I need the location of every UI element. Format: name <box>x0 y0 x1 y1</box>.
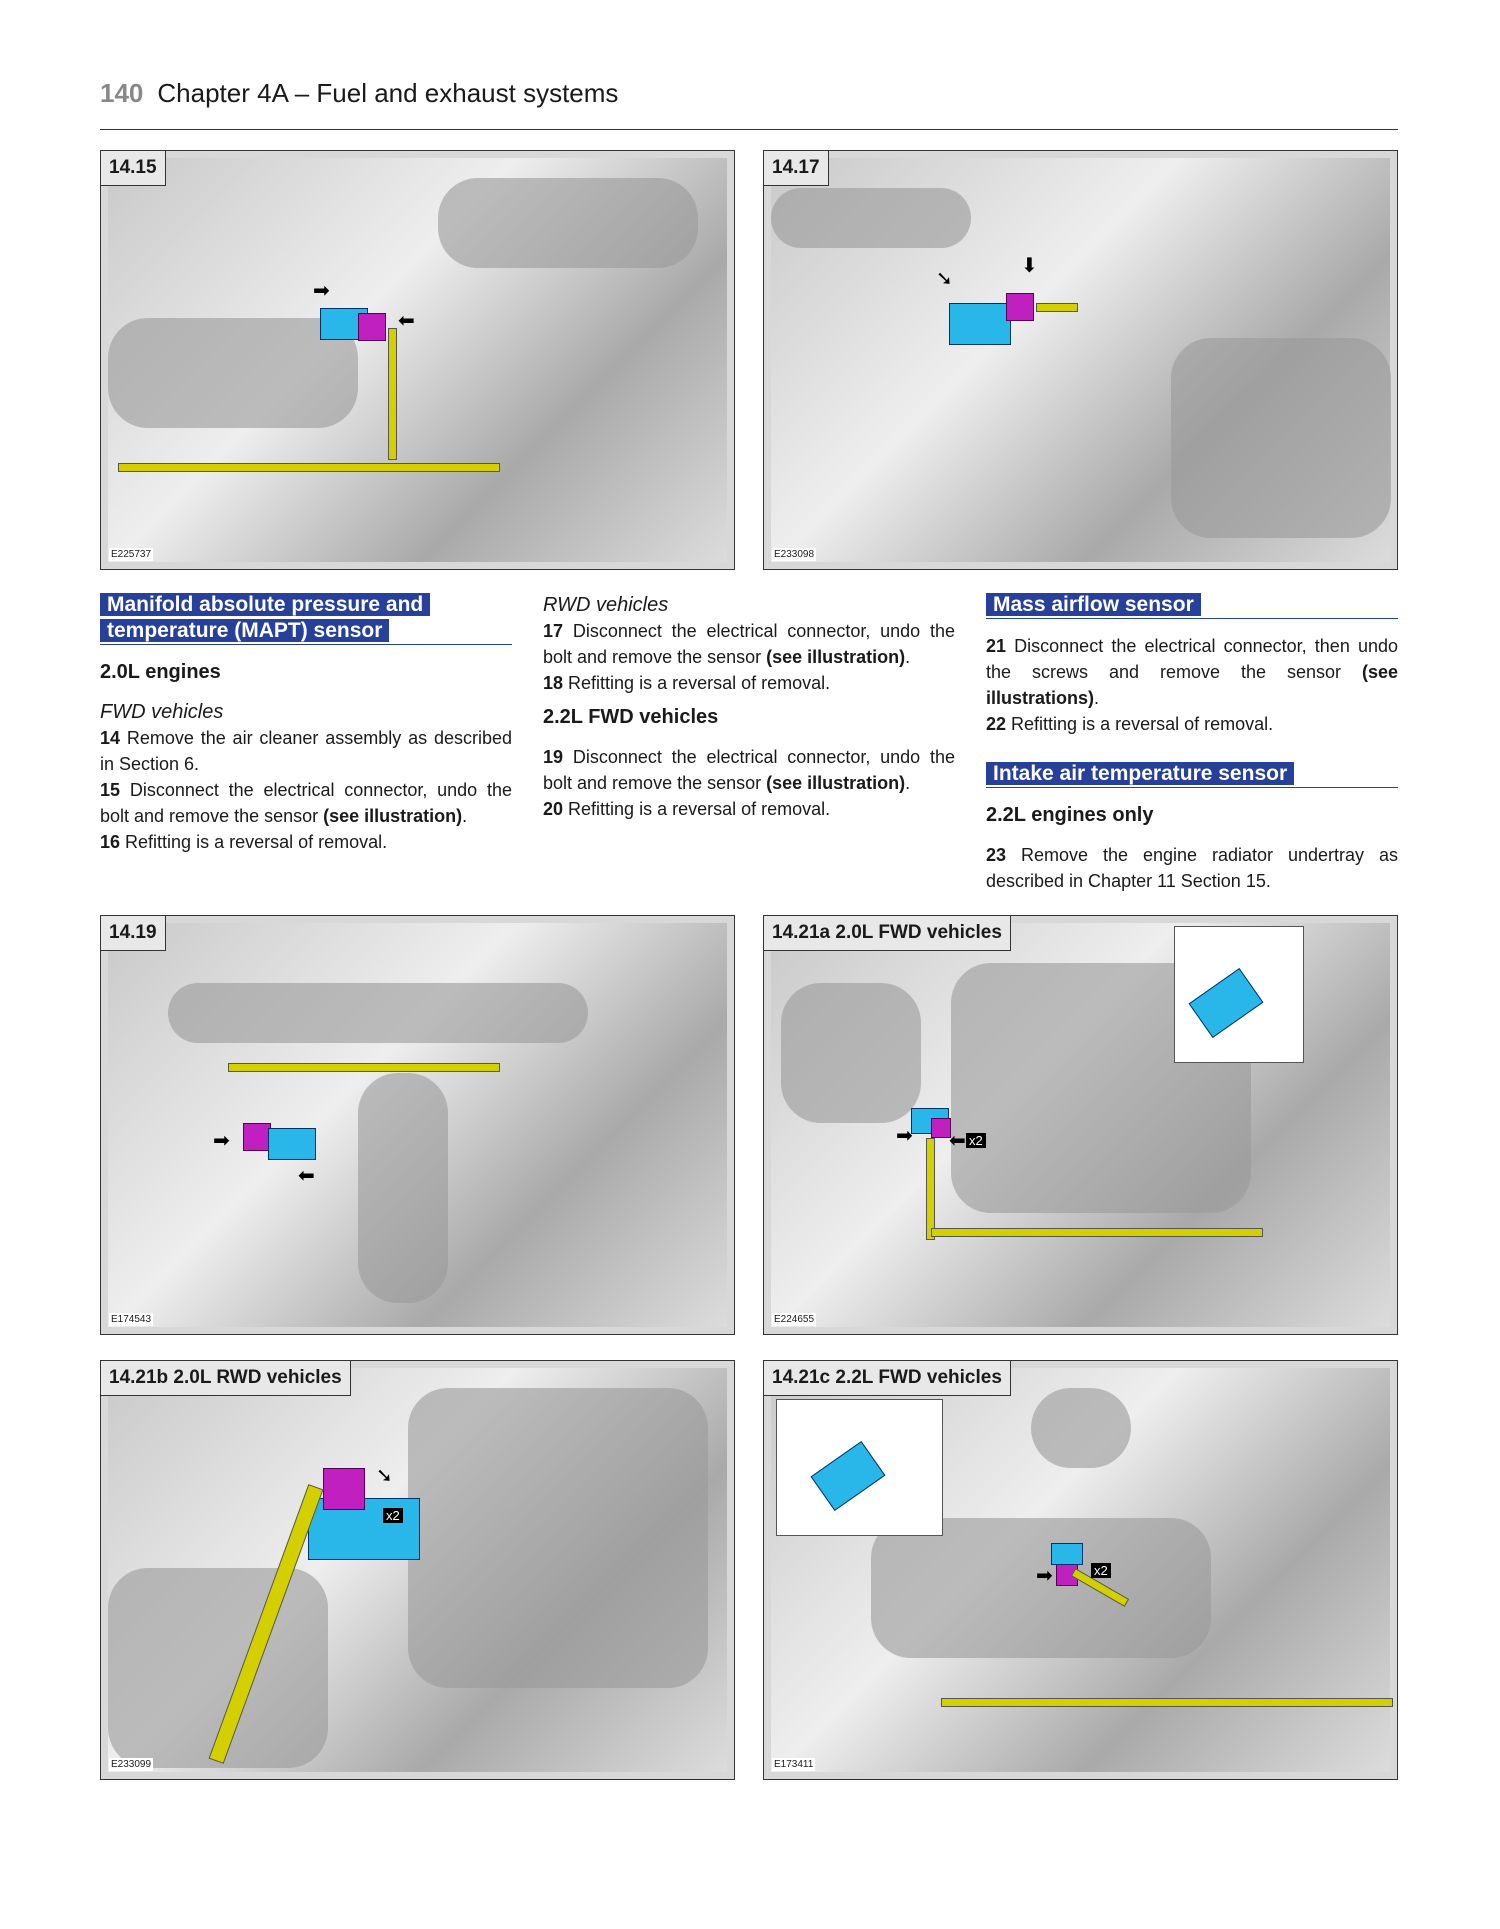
step-15: 15 Disconnect the electrical connector, undo the bolt and remove the sensor (see illustration). <box>100 780 512 826</box>
subheading: 2.2L FWD vehicles <box>543 706 719 728</box>
italic-heading: RWD vehicles <box>543 594 669 616</box>
step-23: 23 Remove the engine radiator undertray as described in Chapter 11 Section 15. <box>986 845 1398 891</box>
figure-14-21a: ➡ ⬅ x2 14.21a 2.0L FWD vehicles E224655 <box>763 915 1398 1335</box>
step-18: 18 Refitting is a reversal of removal. <box>543 673 831 693</box>
figure-caption: 14.21a 2.0L FWD vehicles <box>764 916 1011 951</box>
header-rule <box>100 129 1398 130</box>
step-14: 14 Remove the air cleaner assembly as described in Section 6. <box>100 728 512 774</box>
page-header <box>100 78 618 109</box>
quantity-label: x2 <box>1091 1563 1111 1578</box>
figure-code: E233099 <box>111 1759 152 1770</box>
italic-heading: FWD vehicles <box>100 701 224 723</box>
figure-caption: 14.21c 2.2L FWD vehicles <box>764 1361 1011 1396</box>
quantity-label: x2 <box>383 1508 403 1523</box>
section-heading: Mass airflow sensor <box>986 593 1201 616</box>
column-mapt <box>100 592 512 855</box>
figure-caption: 14.15 <box>101 151 166 186</box>
column-rwd <box>543 592 955 822</box>
page-number: 140 <box>100 78 144 108</box>
step-16: 16 Refitting is a reversal of removal. <box>100 832 388 852</box>
step-22: 22 Refitting is a reversal of removal. <box>986 714 1274 734</box>
figure-14-15: ➡ ⬅ 14.15 E225737 <box>100 150 735 570</box>
figure-14-17: ➘ ⬇ 14.17 E233098 <box>763 150 1398 570</box>
step-20: 20 Refitting is a reversal of removal. <box>543 799 831 819</box>
step-19: 19 Disconnect the electrical connector, undo the bolt and remove the sensor (see illustration). <box>543 747 955 793</box>
quantity-label: x2 <box>966 1133 986 1148</box>
step-21: 21 Disconnect the electrical connector, then undo the screws and remove the sensor (see illustrations). <box>986 636 1398 708</box>
figure-14-21c: ➡ x2 14.21c 2.2L FWD vehicles E173411 <box>763 1360 1398 1780</box>
figure-code: E225737 <box>111 549 152 560</box>
figure-caption: 14.19 <box>101 916 166 951</box>
section-heading: Manifold absolute pressure and temperature (MAPT) sensor <box>100 593 430 642</box>
step-17: 17 Disconnect the electrical connector, undo the bolt and remove the sensor (see illustration). <box>543 621 955 667</box>
chapter-title: Chapter 4A – Fuel and exhaust systems <box>157 78 619 108</box>
figure-14-21b: ➘ x2 14.21b 2.0L RWD vehicles E233099 <box>100 1360 735 1780</box>
figure-caption: 14.21b 2.0L RWD vehicles <box>101 1361 351 1396</box>
figure-code: E224655 <box>774 1314 815 1325</box>
figure-caption: 14.17 <box>764 151 829 186</box>
section-heading: Intake air temperature sensor <box>986 762 1294 785</box>
figure-code: E173411 <box>774 1759 814 1770</box>
subheading: 2.0L engines <box>100 661 221 683</box>
inset-detail <box>1174 926 1304 1063</box>
column-maf <box>986 592 1398 894</box>
subheading: 2.2L engines only <box>986 804 1154 826</box>
figure-code: E174543 <box>111 1314 152 1325</box>
figure-14-19: ➡ ⬅ 14.19 E174543 <box>100 915 735 1335</box>
figure-code: E233098 <box>774 549 815 560</box>
inset-detail <box>776 1399 943 1536</box>
